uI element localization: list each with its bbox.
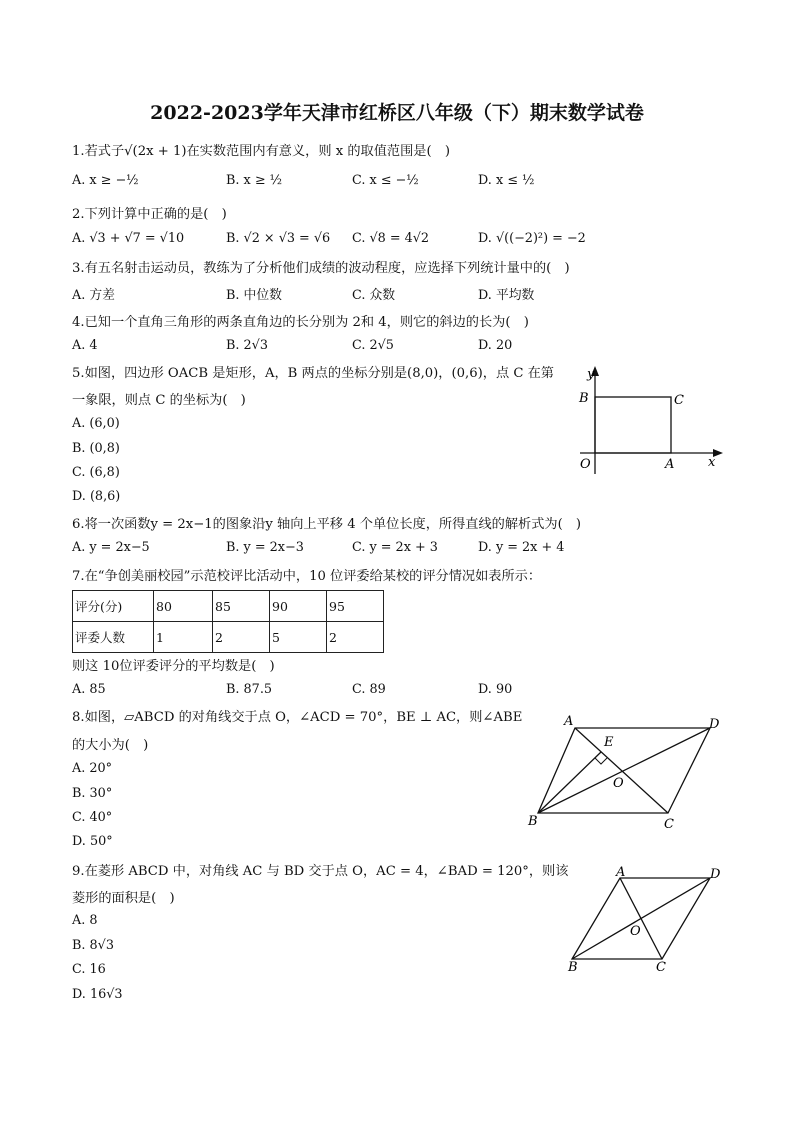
q4-option-b: B. 2√3 — [226, 338, 268, 353]
question-7-stem-after: 则这 10位评委评分的平均数是( ) — [72, 659, 275, 674]
question-7-stem: 7.在“争创美丽校园”示范校评比活动中，10 位评委给某校的评分情况如表所示： — [72, 569, 542, 584]
q6-option-c: C. y = 2x + 3 — [352, 540, 438, 555]
q8-option-d: D. 50° — [72, 834, 113, 849]
question-3-stem: 3.有五名射击运动员，教练为了分析他们成绩的波动程度，应选择下列统计量中的( ) — [72, 261, 570, 276]
q8-option-b: B. 30° — [72, 786, 113, 801]
q4-option-a: A. 4 — [72, 338, 98, 353]
q9-label-c: C — [656, 960, 666, 975]
table-cell: 2 — [327, 622, 384, 653]
q5-label-o: O — [580, 457, 591, 472]
table-row — [73, 591, 384, 622]
q5-label-a: A — [665, 457, 675, 472]
table-cell: 5 — [270, 622, 327, 653]
question-6-stem: 6.将一次函数y = 2x−1的图象沿y 轴向上平移 4 个单位长度，所得直线的解析式为( ) — [72, 517, 582, 532]
q1-option-b: B. x ≥ ½ — [226, 173, 283, 188]
table-cell: 85 — [213, 591, 270, 622]
q9-label-b: B — [568, 960, 578, 975]
q3-option-d: D. 平均数 — [478, 288, 535, 303]
q6-option-b: B. y = 2x−3 — [226, 540, 304, 555]
question-2-stem: 2.下列计算中正确的是( ) — [72, 207, 227, 222]
q3-option-a: A. 方差 — [72, 288, 115, 303]
q3-option-b: B. 中位数 — [226, 288, 282, 303]
q7-option-a: A. 85 — [72, 682, 106, 697]
question-5-stem-line1: 5.如图，四边形 OACB 是矩形，A，B 两点的坐标分别是(8,0)，(0,6)，点 C 在第 — [72, 366, 554, 381]
q5-option-b: B. (0,8) — [72, 441, 120, 456]
page-title: 2022-2023学年天津市红桥区八年级（下）期末数学试卷 — [150, 102, 644, 124]
q5-label-c: C — [674, 393, 684, 408]
q6-option-a: A. y = 2x−5 — [72, 540, 150, 555]
q2-option-d: D. √((−2)²) = −2 — [478, 231, 586, 246]
q2-option-b: B. √2 × √3 = √6 — [226, 231, 331, 246]
question-9-stem-line1: 9.在菱形 ABCD 中，对角线 AC 与 BD 交于点 O，AC = 4，∠BAD = 120°，则该 — [72, 864, 569, 879]
question-8-stem-line2: 的大小为( ) — [72, 738, 149, 753]
table-cell: 1 — [154, 622, 213, 653]
q8-label-e: E — [604, 735, 614, 750]
q4-option-c: C. 2√5 — [352, 338, 394, 353]
question-8-stem-line1: 8.如图，▱ABCD 的对角线交于点 O，∠ACD = 70°，BE ⊥ AC，则∠ABE — [72, 710, 523, 725]
table-row — [73, 622, 384, 653]
q7-option-b: B. 87.5 — [226, 682, 273, 697]
q8-label-d: D — [709, 717, 720, 732]
table-cell: 2 — [213, 622, 270, 653]
q5-rectangle-figure — [570, 362, 730, 477]
q7-option-c: C. 89 — [352, 682, 386, 697]
q1-option-d: D. x ≤ ½ — [478, 173, 535, 188]
q9-label-o: O — [630, 924, 641, 939]
q9-label-d: D — [710, 867, 721, 882]
question-9-stem-line2: 菱形的面积是( ) — [72, 891, 175, 906]
q9-option-d: D. 16√3 — [72, 987, 123, 1002]
q9-option-b: B. 8√3 — [72, 938, 114, 953]
q8-label-o: O — [613, 776, 624, 791]
q5-label-b: B — [579, 391, 589, 406]
q1-option-c: C. x ≤ −½ — [352, 173, 419, 188]
table-cell: 95 — [327, 591, 384, 622]
q8-label-a: A — [564, 714, 574, 729]
table-cell: 评委人数 — [73, 622, 154, 653]
q9-label-a: A — [616, 865, 626, 880]
q2-option-c: C. √8 = 4√2 — [352, 231, 430, 246]
score-table — [72, 590, 384, 653]
q9-option-c: C. 16 — [72, 962, 106, 977]
question-4-stem: 4.已知一个直角三角形的两条直角边的长分别为 2和 4，则它的斜边的长为( ) — [72, 315, 529, 330]
q5-option-d: D. (8,6) — [72, 489, 121, 504]
q8-parallelogram-figure — [520, 708, 730, 836]
q2-option-a: A. √3 + √7 = √10 — [72, 231, 185, 246]
table-cell: 80 — [154, 591, 213, 622]
q1-option-a: A. x ≥ −½ — [72, 173, 139, 188]
q5-label-x: x — [708, 455, 716, 470]
q5-option-a: A. (6,0) — [72, 416, 120, 431]
q3-option-c: C. 众数 — [352, 288, 396, 303]
q8-label-b: B — [528, 814, 538, 829]
q6-option-d: D. y = 2x + 4 — [478, 540, 565, 555]
q5-option-c: C. (6,8) — [72, 465, 120, 480]
q8-label-c: C — [664, 817, 674, 832]
q9-rhombus-figure — [560, 864, 730, 976]
question-5-stem-line2: 一象限，则点 C 的坐标为( ) — [72, 393, 246, 408]
q4-option-d: D. 20 — [478, 338, 513, 353]
table-cell: 评分(分) — [73, 591, 154, 622]
q5-label-y: y — [587, 367, 595, 382]
q9-option-a: A. 8 — [72, 913, 98, 928]
q7-option-d: D. 90 — [478, 682, 513, 697]
q8-option-a: A. 20° — [72, 761, 113, 776]
q8-option-c: C. 40° — [72, 810, 113, 825]
question-1-stem: 1.若式子√(2x + 1)在实数范围内有意义，则 x 的取值范围是( ) — [72, 144, 450, 159]
table-cell: 90 — [270, 591, 327, 622]
